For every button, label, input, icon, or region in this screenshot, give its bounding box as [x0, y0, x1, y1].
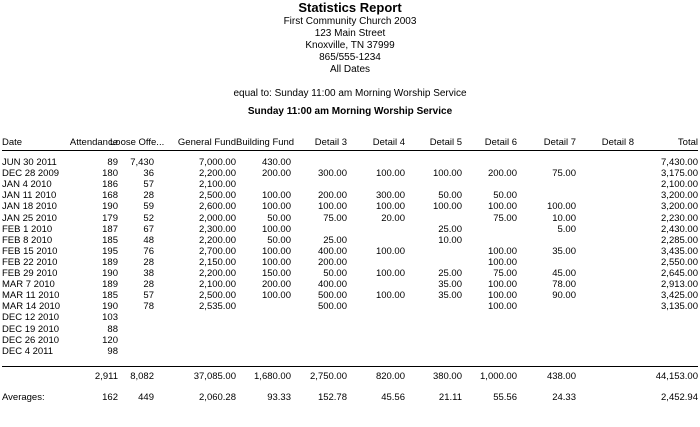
total-general-fund: 37,085.00: [193, 371, 236, 382]
cell-date: MAR 7 2010: [2, 279, 55, 291]
cell-loose-offering: 67: [143, 223, 154, 235]
column-header-building-fund: Building Fund: [236, 137, 295, 148]
address-line-2: Knoxville, TN 37999: [305, 40, 395, 51]
cell-building-fund: 100.00: [261, 245, 291, 257]
cell-loose-offering: 57: [143, 290, 154, 302]
cell-general-fund: 2,100.00: [199, 179, 236, 191]
cell-loose-offering: 36: [143, 168, 154, 180]
cell-detail-3: 400.00: [317, 279, 347, 291]
column-header-date: Date: [2, 137, 23, 148]
cell-attendance: 189: [102, 279, 118, 291]
cell-date: DEC 28 2009: [2, 168, 60, 180]
cell-total: 3,175.00: [661, 168, 698, 180]
section-title: Sunday 11:00 am Morning Worship Service: [247, 106, 453, 117]
date-range: All Dates: [329, 64, 370, 75]
cell-date: FEB 29 2010: [2, 268, 58, 279]
average-building-fund: 93.33: [267, 392, 291, 403]
cell-attendance: 168: [102, 190, 118, 202]
cell-detail-3: 200.00: [317, 256, 347, 268]
average-general-fund: 2,060.28: [199, 392, 236, 403]
cell-total: 2,285.00: [661, 234, 698, 246]
total-detail-5: 380.00: [432, 371, 462, 382]
cell-general-fund: 2,100.00: [199, 279, 236, 291]
cell-detail-7: 90.00: [552, 290, 576, 302]
cell-detail-7: 100.00: [546, 201, 576, 213]
cell-detail-3: 100.00: [317, 201, 347, 213]
cell-loose-offering: 59: [143, 201, 154, 213]
cell-date: FEB 15 2010: [2, 245, 58, 257]
cell-total: 2,913.00: [661, 279, 698, 291]
average-detail-3: 152.78: [317, 392, 347, 403]
header-divider: [2, 150, 698, 151]
cell-attendance: 103: [102, 312, 118, 324]
cell-building-fund: 100.00: [261, 223, 291, 235]
cell-detail-3: 75.00: [323, 212, 347, 224]
cell-loose-offering: 48: [143, 234, 154, 246]
column-header-total: Total: [677, 137, 698, 148]
cell-building-fund: 430.00: [261, 157, 291, 168]
average-detail-4: 45.56: [381, 392, 405, 403]
cell-detail-3: 25.00: [323, 234, 347, 246]
cell-attendance: 185: [102, 290, 118, 302]
cell-date: MAR 14 2010: [2, 301, 61, 313]
cell-general-fund: 2,535.00: [199, 301, 236, 313]
cell-detail-4: 20.00: [381, 212, 405, 224]
cell-loose-offering: 76: [143, 245, 154, 257]
cell-detail-4: 300.00: [375, 190, 405, 202]
cell-loose-offering: 7,430: [130, 157, 154, 168]
cell-detail-6: 75.00: [493, 212, 517, 224]
cell-detail-3: 500.00: [317, 301, 347, 313]
cell-attendance: 189: [102, 256, 118, 268]
average-detail-7: 24.33: [552, 392, 576, 403]
totals-divider: [2, 366, 698, 367]
cell-date: FEB 1 2010: [2, 223, 53, 235]
cell-building-fund: 100.00: [261, 190, 291, 202]
cell-date: DEC 26 2010: [2, 334, 60, 346]
cell-loose-offering: 38: [143, 268, 154, 279]
cell-attendance: 187: [102, 223, 118, 235]
cell-detail-3: 200.00: [317, 190, 347, 202]
cell-attendance: 190: [102, 268, 118, 279]
cell-detail-6: 100.00: [487, 290, 517, 302]
cell-detail-7: 75.00: [552, 168, 576, 180]
cell-attendance: 89: [107, 157, 118, 168]
cell-general-fund: 7,000.00: [199, 157, 236, 168]
total-detail-3: 2,750.00: [310, 371, 347, 382]
cell-total: 2,230.00: [661, 212, 698, 224]
cell-detail-3: 50.00: [323, 268, 347, 279]
cell-building-fund: 200.00: [261, 168, 291, 180]
cell-date: JUN 30 2011: [2, 157, 57, 168]
cell-total: 3,425.00: [661, 290, 698, 302]
cell-detail-5: 25.00: [438, 268, 462, 279]
cell-detail-5: 35.00: [438, 279, 462, 291]
column-header-detail-5: Detail 5: [429, 137, 462, 148]
cell-detail-7: 45.00: [552, 268, 576, 279]
column-header-general-fund: General Fund: [177, 137, 236, 148]
cell-date: DEC 12 2010: [2, 312, 60, 324]
cell-building-fund: 100.00: [261, 290, 291, 302]
cell-detail-4: 100.00: [375, 268, 405, 279]
cell-detail-4: 100.00: [375, 245, 405, 257]
cell-detail-7: 78.00: [552, 279, 576, 291]
cell-attendance: 88: [107, 323, 118, 335]
filter-description: equal to: Sunday 11:00 am Morning Worship Service: [233, 88, 467, 99]
total-total: 44,153.00: [655, 371, 698, 382]
cell-general-fund: 2,500.00: [199, 190, 236, 202]
cell-total: 2,645.00: [661, 268, 698, 279]
cell-date: JAN 11 2010: [2, 190, 57, 202]
cell-detail-4: 100.00: [375, 168, 405, 180]
cell-detail-7: 35.00: [552, 245, 576, 257]
cell-date: FEB 8 2010: [2, 234, 53, 246]
cell-general-fund: 2,200.00: [199, 168, 236, 180]
cell-detail-3: 400.00: [317, 245, 347, 257]
cell-date: DEC 4 2011: [2, 345, 54, 357]
total-building-fund: 1,680.00: [254, 371, 291, 382]
address-line-1: 123 Main Street: [314, 28, 386, 39]
cell-general-fund: 2,300.00: [199, 223, 236, 235]
cell-attendance: 185: [102, 234, 118, 246]
column-header-detail-3: Detail 3: [314, 137, 347, 148]
cell-total: 3,135.00: [661, 301, 698, 313]
column-header-loose-offering: Loose Offe...: [110, 137, 165, 148]
cell-total: 2,430.00: [661, 223, 698, 235]
column-header-detail-6: Detail 6: [484, 137, 517, 148]
cell-detail-6: 75.00: [493, 268, 517, 279]
cell-date: JAN 18 2010: [2, 201, 57, 213]
cell-total: 3,200.00: [661, 190, 698, 202]
cell-loose-offering: 52: [143, 212, 154, 224]
cell-total: 2,100.00: [661, 179, 698, 191]
cell-total: 2,550.00: [661, 256, 698, 268]
cell-detail-5: 10.00: [438, 234, 462, 246]
cell-attendance: 120: [102, 334, 118, 346]
cell-building-fund: 150.00: [261, 268, 291, 279]
cell-detail-4: 100.00: [375, 201, 405, 213]
cell-attendance: 98: [107, 345, 118, 357]
total-detail-6: 1,000.00: [480, 371, 517, 382]
cell-loose-offering: 28: [143, 190, 154, 202]
cell-detail-7: 10.00: [552, 212, 576, 224]
cell-total: 3,200.00: [661, 201, 698, 213]
cell-detail-6: 100.00: [487, 279, 517, 291]
cell-general-fund: 2,150.00: [199, 256, 236, 268]
cell-detail-6: 200.00: [487, 168, 517, 180]
total-detail-4: 820.00: [375, 371, 405, 382]
cell-detail-6: 100.00: [487, 256, 517, 268]
cell-detail-3: 500.00: [317, 290, 347, 302]
cell-building-fund: 100.00: [261, 201, 291, 213]
cell-general-fund: 2,200.00: [199, 268, 236, 279]
average-loose-offering: 449: [138, 392, 154, 403]
cell-detail-3: 300.00: [317, 168, 347, 180]
cell-detail-6: 100.00: [487, 201, 517, 213]
cell-general-fund: 2,200.00: [199, 234, 236, 246]
cell-general-fund: 2,500.00: [199, 290, 236, 302]
cell-building-fund: 50.00: [267, 234, 291, 246]
total-loose-offering: 8,082: [130, 371, 154, 382]
average-detail-6: 55.56: [493, 392, 517, 403]
cell-detail-6: 50.00: [493, 190, 517, 202]
report-title: Statistics Report: [298, 0, 402, 15]
cell-date: DEC 19 2010: [2, 323, 60, 335]
cell-date: JAN 4 2010: [2, 179, 52, 191]
column-header-detail-4: Detail 4: [372, 137, 405, 148]
cell-loose-offering: 57: [143, 179, 154, 191]
cell-general-fund: 2,700.00: [199, 245, 236, 257]
cell-general-fund: 2,000.00: [199, 212, 236, 224]
total-attendance: 2,911: [94, 371, 118, 382]
cell-detail-6: 100.00: [487, 301, 517, 313]
cell-total: 7,430.00: [661, 157, 698, 168]
cell-date: MAR 11 2010: [2, 290, 60, 302]
cell-detail-5: 35.00: [438, 290, 462, 302]
average-attendance: 162: [102, 392, 118, 403]
cell-detail-7: 5.00: [557, 223, 576, 235]
average-total: 2,452.94: [661, 392, 698, 403]
cell-attendance: 190: [102, 201, 118, 213]
cell-detail-5: 100.00: [432, 201, 462, 213]
cell-attendance: 190: [102, 301, 118, 313]
phone-number: 865/555-1234: [319, 52, 381, 63]
total-detail-7: 438.00: [546, 371, 576, 382]
cell-date: JAN 25 2010: [2, 212, 57, 224]
column-header-detail-8: Detail 8: [601, 137, 634, 148]
organization-name: First Community Church 2003: [283, 16, 417, 27]
cell-loose-offering: 28: [143, 279, 154, 291]
cell-loose-offering: 28: [143, 256, 154, 268]
cell-general-fund: 2,600.00: [199, 201, 236, 213]
cell-detail-5: 100.00: [432, 168, 462, 180]
cell-detail-6: 100.00: [487, 245, 517, 257]
cell-attendance: 180: [102, 168, 118, 180]
cell-attendance: 179: [102, 212, 118, 224]
cell-detail-4: 100.00: [375, 290, 405, 302]
cell-total: 3,435.00: [661, 245, 698, 257]
cell-building-fund: 50.00: [267, 212, 291, 224]
cell-detail-5: 50.00: [438, 190, 462, 202]
cell-building-fund: 200.00: [261, 279, 291, 291]
cell-attendance: 195: [102, 245, 118, 257]
average-detail-5: 21.11: [438, 392, 462, 403]
average-date: Averages:: [2, 392, 45, 403]
cell-attendance: 186: [102, 179, 118, 191]
cell-detail-5: 25.00: [438, 223, 462, 235]
cell-building-fund: 100.00: [261, 256, 291, 268]
cell-date: FEB 22 2010: [2, 256, 58, 268]
column-header-attendance: Attendance: [69, 137, 118, 148]
cell-loose-offering: 78: [143, 301, 154, 313]
column-header-detail-7: Detail 7: [543, 137, 576, 148]
